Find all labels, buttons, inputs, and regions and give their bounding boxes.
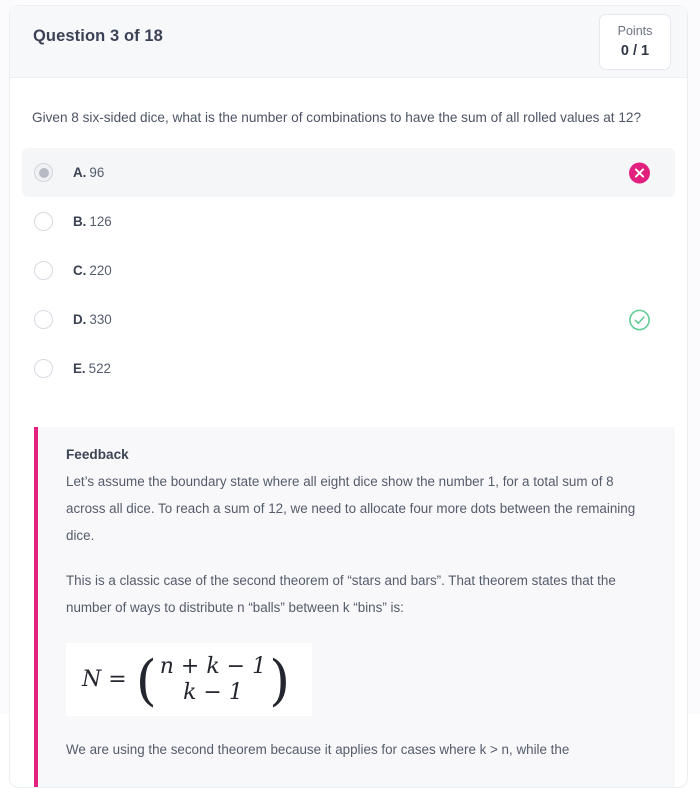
option-letter-b: B.	[73, 214, 87, 229]
radio-button-d[interactable]	[34, 310, 53, 329]
feedback-panel	[34, 427, 675, 787]
stars-and-bars-formula: N = ( n + k − 1 k − 1 )	[82, 648, 291, 712]
correct-icon	[629, 309, 650, 330]
option-row-d[interactable]	[22, 295, 675, 344]
formula-equals: =	[108, 667, 127, 693]
option-label-d	[73, 312, 112, 327]
option-letter-c: C.	[73, 263, 87, 278]
formula-lhs: N	[82, 667, 102, 693]
option-value-d: 330	[89, 312, 112, 327]
option-label-c	[73, 263, 112, 278]
feedback-paragraph-2: This is a classic case of the second theorem of “stars and bars”. That theorem states that the number of ways to distribute n “balls” between k “bins” is:	[66, 573, 616, 615]
option-value-b: 126	[89, 214, 112, 229]
option-label-a	[73, 165, 104, 180]
radio-button-c[interactable]	[34, 261, 53, 280]
option-row-a[interactable]	[22, 148, 675, 197]
formula-box	[66, 643, 312, 716]
formula-numerator: n + k − 1	[159, 654, 267, 679]
option-row-c[interactable]	[22, 246, 675, 295]
feedback-paragraph-1: Let’s assume the boundary state where all eight dice show the number 1, for a total sum of 8 across all dice. To reach a sum of 12, we need to allocate four more dots between the remaining dice.	[66, 474, 636, 543]
question-prompt: Given 8 six-sided dice, what is the number of combinations to have the sum of all rolled values at 12?	[32, 110, 642, 125]
option-label-b	[73, 214, 112, 229]
points-label: Points	[617, 24, 653, 38]
formula-binomial	[157, 654, 269, 705]
radio-button-a[interactable]	[34, 163, 53, 182]
answer-options-list	[10, 148, 687, 393]
radio-button-b[interactable]	[34, 212, 53, 231]
option-value-a: 96	[89, 165, 105, 180]
option-value-e: 522	[88, 361, 111, 376]
formula-denominator: k − 1	[183, 679, 243, 705]
question-card	[9, 5, 688, 788]
points-value: 0 / 1	[620, 43, 650, 59]
option-letter-e: E.	[73, 361, 86, 376]
radio-button-e[interactable]	[34, 359, 53, 378]
question-header	[10, 6, 687, 78]
option-row-b[interactable]	[22, 197, 675, 246]
feedback-paragraph-3: We are using the second theorem because it applies for cases where k > n, while the	[66, 742, 570, 758]
points-badge	[599, 14, 671, 70]
feedback-title: Feedback	[66, 447, 129, 462]
page-title: Question 3 of 18	[33, 27, 163, 45]
option-value-c: 220	[89, 263, 112, 278]
option-row-e[interactable]	[22, 344, 675, 393]
option-label-e	[73, 361, 111, 376]
option-letter-d: D.	[73, 312, 87, 327]
option-letter-a: A.	[73, 165, 87, 180]
incorrect-icon	[629, 162, 650, 183]
